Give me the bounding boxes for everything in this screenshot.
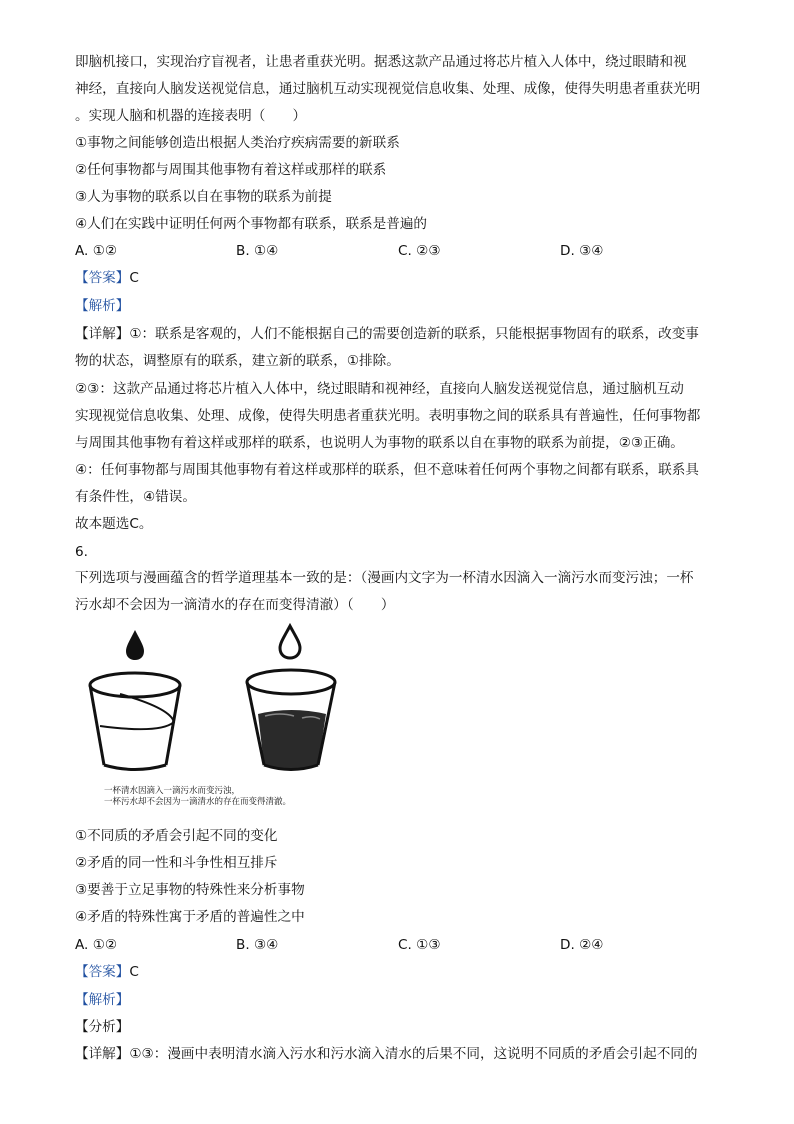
q6-option-d: D. ②④ <box>560 937 604 953</box>
q5-detail-line-2: 物的状态，调整原有的联系，建立新的联系，①排除。 <box>75 353 400 369</box>
q5-answer-value: C <box>129 270 139 286</box>
q6-answer <box>75 962 725 982</box>
q5-option-d: D. ③④ <box>560 243 604 259</box>
q6-cartoon <box>80 622 380 812</box>
clear-water-cup-icon <box>90 673 180 770</box>
q5-analysis-tag: 【解析】 <box>75 298 130 314</box>
q5-stem-line-3: 。实现人脑和机器的连接表明（ ） <box>75 108 307 124</box>
q5-statement-4: ④人们在实践中证明任何两个事物都有联系，联系是普遍的 <box>75 216 428 232</box>
q5-answer-tag: 【答案】 <box>75 270 130 286</box>
q5-answer <box>75 268 725 288</box>
q5-detail-line-5: 与周围其他事物有着这样或那样的联系，也说明人为事物的联系以自在事物的联系为前提，②③正确。 <box>75 435 684 451</box>
q6-analysis-tag: 【解析】 <box>75 992 130 1008</box>
cartoon-caption-line-1: 一杯清水因滴入一滴污水而变污浊， <box>104 786 241 796</box>
q5-detail-line-8: 故本题选C。 <box>75 516 153 532</box>
q6-answer-value: C <box>129 964 139 980</box>
dark-water-drop-icon <box>126 630 144 660</box>
q5-detail-line-1: 【详解】①：联系是客观的，人们不能根据自己的需要创造新的联系，只能根据事物固有的联系，改变事 <box>75 326 699 342</box>
q5-detail-line-3: ②③：这款产品通过将芯片植入人体中，绕过眼睛和视神经，直接向人脑发送视觉信息，通过脑机互动 <box>75 381 684 397</box>
q5-stem-line-1: 即脑机接口，实现治疗盲视者，让患者重获光明。据悉这款产品通过将芯片植入人体中，绕过眼睛和视 <box>75 54 687 70</box>
q6-option-a: A. ①② <box>75 937 118 953</box>
q5-option-a: A. ①② <box>75 243 118 259</box>
q6-fenxi-tag: 【分析】 <box>75 1019 130 1035</box>
q6-statement-1: ①不同质的矛盾会引起不同的变化 <box>75 828 278 844</box>
q6-statement-2: ②矛盾的同一性和斗争性相互排斥 <box>75 855 278 871</box>
q5-statement-3: ③人为事物的联系以自在事物的联系为前提 <box>75 189 332 205</box>
q6-detail-line-1: 【详解】①③：漫画中表明清水滴入污水和污水滴入清水的后果不同，这说明不同质的矛盾会引起不同的 <box>75 1046 698 1062</box>
q5-statement-2: ②任何事物都与周围其他事物有着这样或那样的联系 <box>75 162 387 178</box>
q6-option-b: B. ③④ <box>236 937 279 953</box>
q6-statement-3: ③要善于立足事物的特殊性来分析事物 <box>75 882 305 898</box>
q5-option-b: B. ①④ <box>236 243 279 259</box>
clear-water-drop-icon <box>280 626 300 658</box>
q6-number: 6. <box>75 544 88 560</box>
q5-detail-line-6: ④：任何事物都与周围其他事物有着这样或那样的联系，但不意味着任何两个事物之间都有联系，联系具 <box>75 462 699 478</box>
q6-option-c: C. ①③ <box>398 937 441 953</box>
dirty-water-cup-icon <box>247 670 335 770</box>
q6-answer-tag: 【答案】 <box>75 964 130 980</box>
q5-detail-line-4: 实现视觉信息收集、处理、成像，使得失明患者重获光明。表明事物之间的联系具有普遍性，任何事物都 <box>75 408 701 424</box>
q6-stem-line-2: 污水却不会因为一滴清水的存在而变得清澈）（ ） <box>75 597 395 613</box>
q6-stem-line-1: 下列选项与漫画蕴含的哲学道理基本一致的是：（漫画内文字为一杯清水因滴入一滴污水而变污浊；一杯 <box>75 570 694 586</box>
q5-option-c: C. ②③ <box>398 243 441 259</box>
cartoon-caption-line-2: 一杯污水却不会因为一滴清水的存在而变得清澈。 <box>104 797 292 807</box>
q5-stem-line-2: 神经，直接向人脑发送视觉信息，通过脑机互动实现视觉信息收集、处理、成像，使得失明患者重获光明 <box>75 81 701 97</box>
q5-statement-1: ①事物之间能够创造出根据人类治疗疾病需要的新联系 <box>75 135 400 151</box>
q5-detail-line-7: 有条件性，④错误。 <box>75 489 196 505</box>
q6-statement-4: ④矛盾的特殊性寓于矛盾的普遍性之中 <box>75 909 305 925</box>
cartoon-drawing <box>80 622 380 792</box>
